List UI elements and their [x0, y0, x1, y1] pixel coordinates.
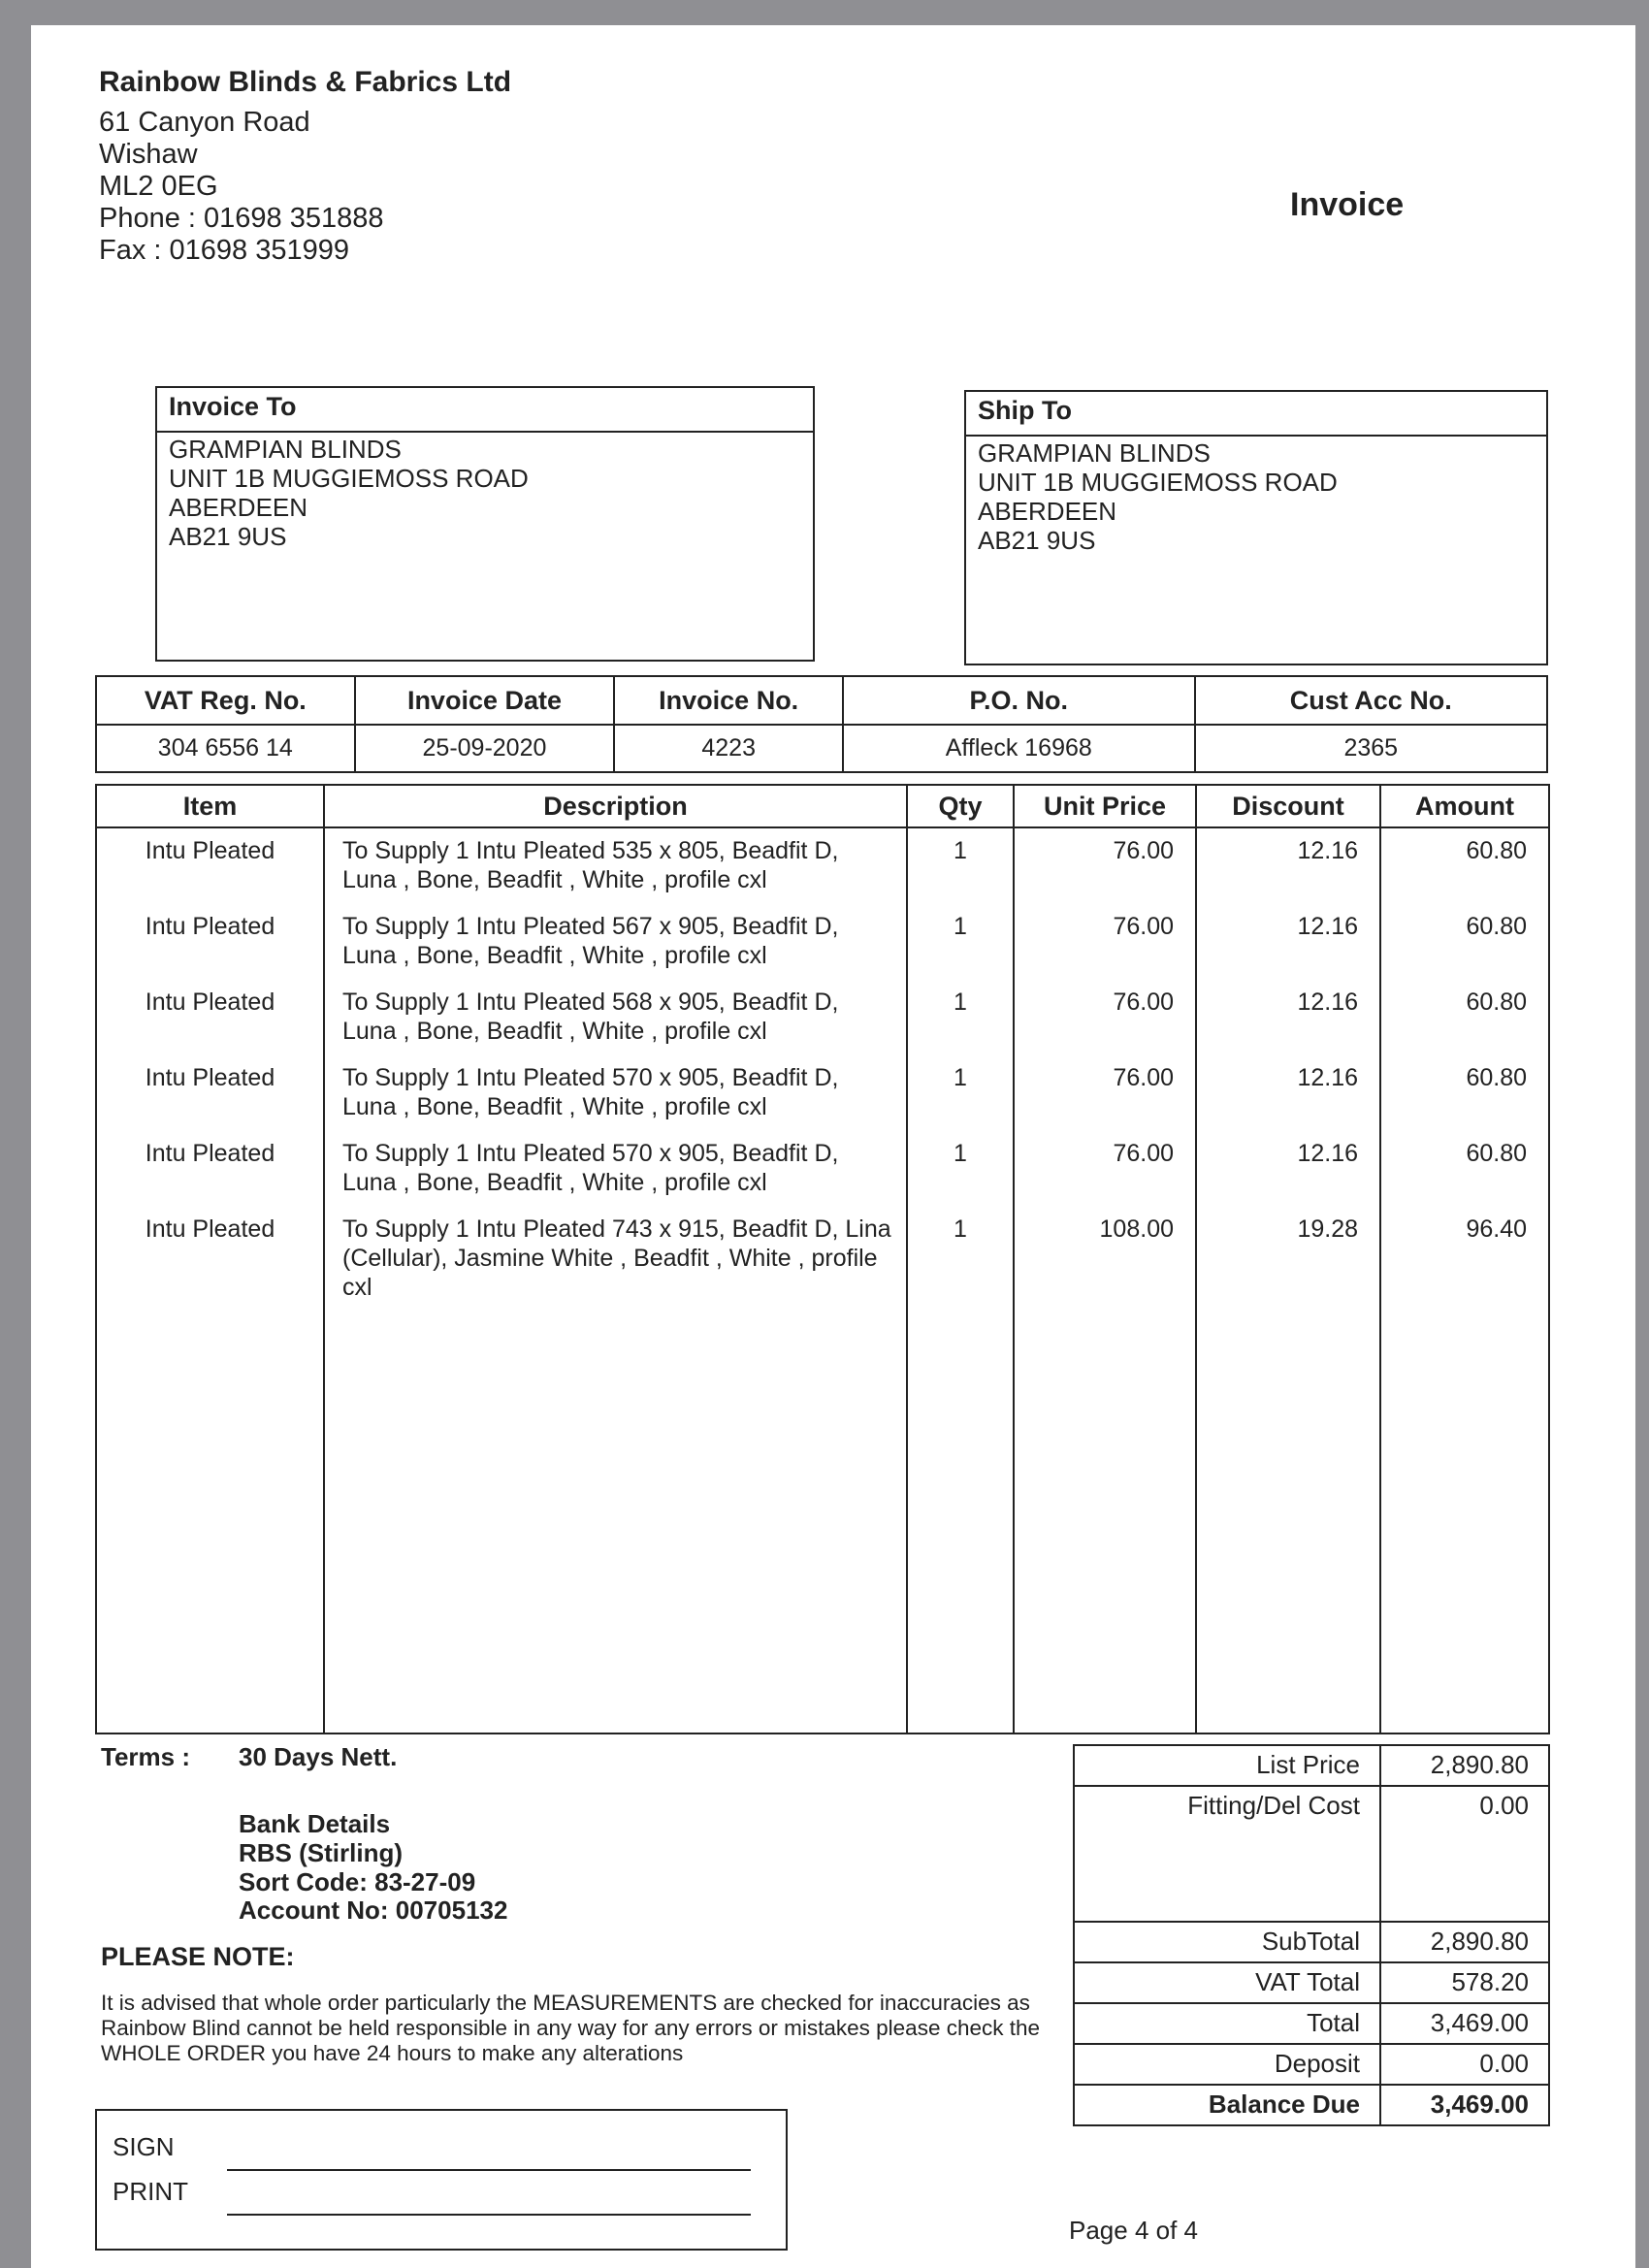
note-text: It is advised that whole order particularly the MEASUREMENTS are checked for inaccuracies as Rainbow Blind cannot be held responsible in any way for any errors or mistakes please check the WHOLE ORDER you have 24 hours to make any alterations — [101, 1991, 1041, 2065]
sort-code: Sort Code: 83-27-09 — [239, 1867, 476, 1896]
page-indicator: Page 4 of 4 — [1069, 2216, 1198, 2245]
unit-price-column — [1014, 827, 1196, 1733]
subtotal-value: 2,890.80 — [1380, 1922, 1549, 1962]
totals-table — [1073, 1744, 1550, 2126]
unit-price-cell: 76.00 — [1113, 988, 1174, 1016]
unit-price-header: Unit Price — [1014, 785, 1196, 827]
total-label: Total — [1074, 2003, 1380, 2044]
address-line: UNIT 1B MUGGIEMOSS ROAD — [169, 464, 529, 493]
account-number: Account No: 00705132 — [239, 1895, 508, 1925]
unit-price-cell: 76.00 — [1113, 1064, 1174, 1091]
unit-price-cell: 76.00 — [1113, 1140, 1174, 1167]
amount-cell: 60.80 — [1466, 837, 1527, 864]
address-line: AB21 9US — [978, 526, 1096, 555]
invoice-page — [31, 25, 1635, 2268]
invoice-to-box — [155, 386, 815, 662]
description-cell: To Supply 1 Intu Pleated 743 x 915, Beadfit D, Lina (Cellular), Jasmine White , Beadfit , White , profile cxl — [342, 1215, 891, 1301]
note-title: PLEASE NOTE: — [101, 1942, 295, 1971]
amount-cell: 60.80 — [1466, 913, 1527, 940]
totals-row-list-price — [1074, 1745, 1549, 1786]
vat-total-label: VAT Total — [1074, 1962, 1380, 2003]
qty-cell: 1 — [954, 913, 967, 940]
totals-row-balance-due — [1074, 2085, 1549, 2125]
item-cell: Intu Pleated — [145, 1140, 275, 1167]
sign-label: SIGN — [113, 2132, 175, 2161]
qty-cell: 1 — [954, 1215, 967, 1243]
cust-acc-value: 2365 — [1195, 725, 1547, 772]
description-cell: To Supply 1 Intu Pleated 570 x 905, Beadfit D, Luna , Bone, Beadfit , White , profile cxl — [342, 1064, 839, 1120]
discount-cell: 12.16 — [1297, 913, 1358, 940]
qty-column — [907, 827, 1014, 1733]
totals-row-deposit — [1074, 2044, 1549, 2085]
info-value-row — [96, 725, 1547, 772]
invoice-date-header: Invoice Date — [355, 676, 615, 725]
print-label: PRINT — [113, 2177, 188, 2206]
discount-cell: 19.28 — [1297, 1215, 1358, 1243]
terms-label: Terms : — [101, 1742, 190, 1771]
discount-cell: 12.16 — [1297, 1064, 1358, 1091]
items-body — [96, 827, 1549, 1733]
line-items-table — [95, 784, 1550, 1734]
balance-due-value: 3,469.00 — [1380, 2085, 1549, 2125]
list-price-value: 2,890.80 — [1380, 1745, 1549, 1786]
deposit-value: 0.00 — [1380, 2044, 1549, 2085]
address-line: UNIT 1B MUGGIEMOSS ROAD — [978, 468, 1338, 497]
invoice-to-heading: Invoice To — [157, 388, 813, 433]
fitting-del-cost-value: 0.00 — [1380, 1786, 1549, 1922]
unit-price-cell: 76.00 — [1113, 913, 1174, 940]
discount-cell: 12.16 — [1297, 988, 1358, 1016]
vat-reg-header: VAT Reg. No. — [96, 676, 355, 725]
totals-row-total — [1074, 2003, 1549, 2044]
fitting-del-cost-label: Fitting/Del Cost — [1074, 1786, 1380, 1922]
address-line: ABERDEEN — [978, 497, 1117, 526]
address-line: GRAMPIAN BLINDS — [978, 438, 1211, 468]
qty-cell: 1 — [954, 1064, 967, 1091]
item-cell: Intu Pleated — [145, 988, 275, 1016]
qty-cell: 1 — [954, 988, 967, 1016]
discount-header: Discount — [1196, 785, 1380, 827]
description-header: Description — [324, 785, 907, 827]
ship-to-box — [964, 390, 1548, 665]
description-cell: To Supply 1 Intu Pleated 567 x 905, Beadfit D, Luna , Bone, Beadfit , White , profile cxl — [342, 913, 839, 969]
qty-cell: 1 — [954, 837, 967, 864]
amount-cell: 60.80 — [1466, 1064, 1527, 1091]
description-cell: To Supply 1 Intu Pleated 568 x 905, Beadfit D, Luna , Bone, Beadfit , White , profile cxl — [342, 988, 839, 1045]
description-cell: To Supply 1 Intu Pleated 535 x 805, Beadfit D, Luna , Bone, Beadfit , White , profile cxl — [342, 837, 839, 893]
address-line: ABERDEEN — [169, 493, 308, 522]
invoice-info-table — [95, 675, 1548, 773]
address-line: AB21 9US — [169, 522, 287, 551]
description-column — [324, 827, 907, 1733]
company-address-line: Wishaw — [99, 139, 198, 170]
company-phone: Phone : 01698 351888 — [99, 203, 384, 234]
unit-price-cell: 76.00 — [1113, 837, 1174, 864]
amount-column — [1380, 827, 1549, 1733]
item-cell: Intu Pleated — [145, 837, 275, 864]
totals-row-subtotal — [1074, 1922, 1549, 1962]
invoice-to-address — [157, 433, 813, 553]
balance-due-label: Balance Due — [1074, 2085, 1380, 2125]
vat-total-value: 578.20 — [1380, 1962, 1549, 2003]
vat-reg-value: 304 6556 14 — [96, 725, 355, 772]
description-cell: To Supply 1 Intu Pleated 570 x 905, Beadfit D, Luna , Bone, Beadfit , White , profile cxl — [342, 1140, 839, 1196]
discount-cell: 12.16 — [1297, 837, 1358, 864]
info-header-row — [96, 676, 1547, 725]
terms-value: 30 Days Nett. — [239, 1742, 398, 1771]
subtotal-label: SubTotal — [1074, 1922, 1380, 1962]
invoice-no-header: Invoice No. — [614, 676, 843, 725]
amount-cell: 60.80 — [1466, 1140, 1527, 1167]
document-title: Invoice — [1290, 186, 1405, 223]
amount-cell: 60.80 — [1466, 988, 1527, 1016]
sign-line[interactable] — [227, 2169, 751, 2171]
company-fax: Fax : 01698 351999 — [99, 235, 349, 266]
qty-cell: 1 — [954, 1140, 967, 1167]
totals-row-fitting — [1074, 1786, 1549, 1922]
signature-box — [95, 2109, 788, 2251]
deposit-label: Deposit — [1074, 2044, 1380, 2085]
po-no-header: P.O. No. — [843, 676, 1194, 725]
bank-details-heading: Bank Details — [239, 1809, 391, 1838]
po-no-value: Affleck 16968 — [843, 725, 1194, 772]
amount-header: Amount — [1380, 785, 1549, 827]
item-cell: Intu Pleated — [145, 913, 275, 940]
total-value: 3,469.00 — [1380, 2003, 1549, 2044]
list-price-label: List Price — [1074, 1745, 1380, 1786]
item-cell: Intu Pleated — [145, 1215, 275, 1243]
company-address-line: ML2 0EG — [99, 171, 218, 202]
address-line: GRAMPIAN BLINDS — [169, 435, 402, 464]
qty-header: Qty — [907, 785, 1014, 827]
invoice-no-value: 4223 — [614, 725, 843, 772]
bank-name: RBS (Stirling) — [239, 1838, 403, 1867]
unit-price-cell: 108.00 — [1099, 1215, 1174, 1243]
discount-column — [1196, 827, 1380, 1733]
amount-cell: 96.40 — [1466, 1215, 1527, 1243]
company-address-line: 61 Canyon Road — [99, 107, 310, 138]
item-cell: Intu Pleated — [145, 1064, 275, 1091]
item-column — [96, 827, 324, 1733]
ship-to-address — [966, 437, 1546, 557]
print-line[interactable] — [227, 2214, 751, 2216]
invoice-date-value: 25-09-2020 — [355, 725, 615, 772]
cust-acc-header: Cust Acc No. — [1195, 676, 1547, 725]
item-header: Item — [96, 785, 324, 827]
items-header-row — [96, 785, 1549, 827]
ship-to-heading: Ship To — [966, 392, 1546, 437]
discount-cell: 12.16 — [1297, 1140, 1358, 1167]
company-name: Rainbow Blinds & Fabrics Ltd — [99, 66, 512, 98]
totals-row-vat — [1074, 1962, 1549, 2003]
